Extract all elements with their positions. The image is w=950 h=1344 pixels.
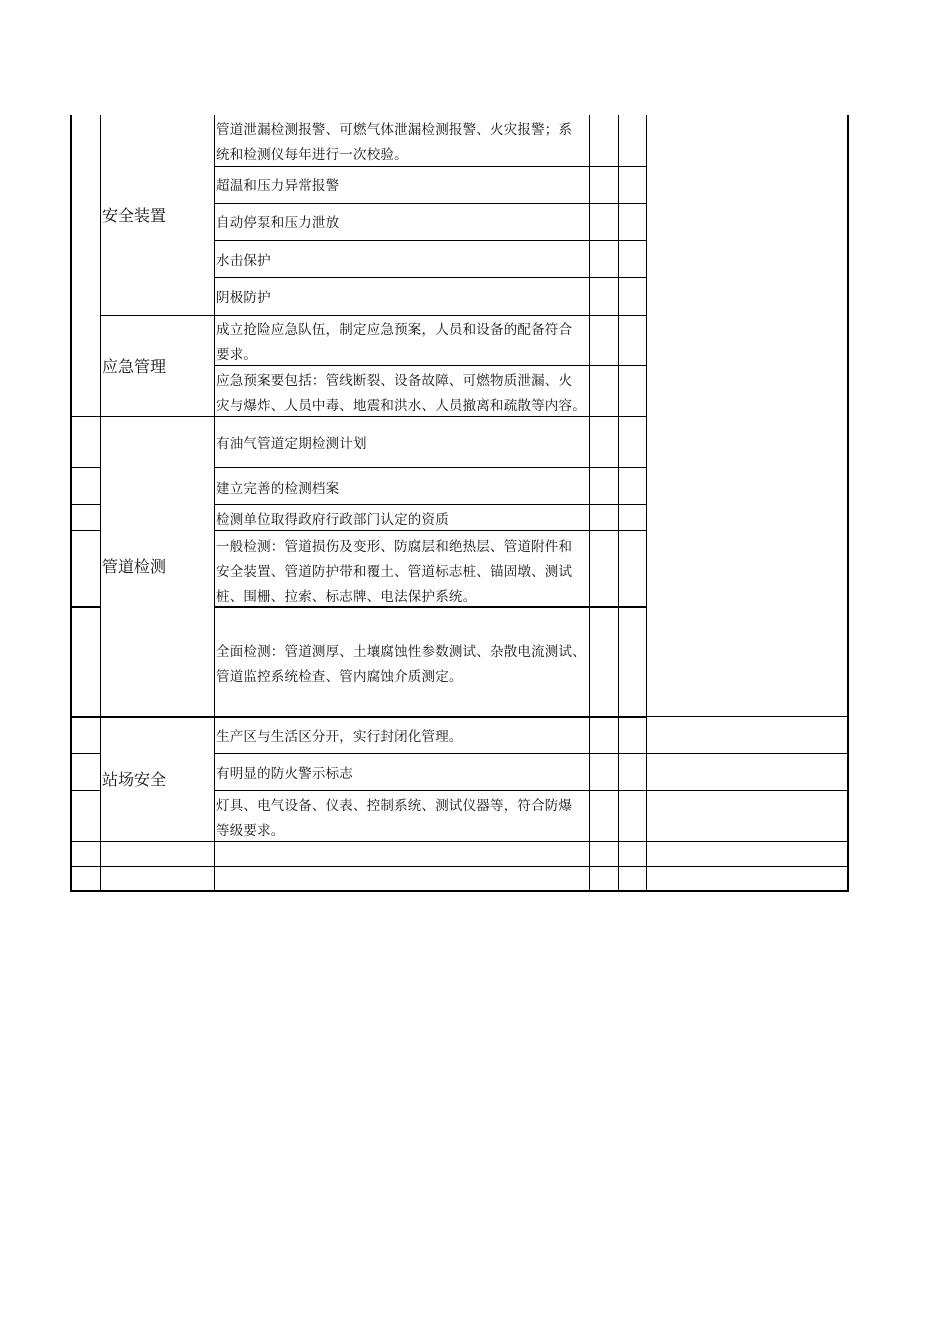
row-line bbox=[214, 277, 646, 278]
item-text: 水击保护 bbox=[216, 253, 271, 269]
item-text: 生产区与生活区分开，实行封闭化管理。 bbox=[216, 729, 463, 745]
item-text: 要求。 bbox=[216, 347, 258, 363]
row-line bbox=[214, 790, 848, 791]
item-text: 自动停泵和压力泄放 bbox=[216, 215, 340, 231]
row-line bbox=[70, 790, 100, 791]
row-line bbox=[214, 203, 646, 204]
item-text: 管道监控系统检查、管内腐蚀介质测定。 bbox=[216, 669, 463, 685]
section-line bbox=[70, 716, 646, 718]
row-line bbox=[70, 753, 100, 754]
row-line bbox=[70, 606, 100, 608]
row-line bbox=[70, 841, 848, 842]
item-text: 灯具、电气设备、仪表、控制系统、测试仪器等，符合防爆 bbox=[216, 798, 573, 814]
item-text: 阴极防护 bbox=[216, 290, 271, 306]
item-text: 统和检测仪每年进行一次校验。 bbox=[216, 147, 408, 163]
item-text: 一般检测：管道损伤及变形、防腐层和绝热层、管道附件和 bbox=[216, 539, 573, 555]
item-text: 检测单位取得政府行政部门认定的资质 bbox=[216, 512, 449, 528]
item-text: 有油气管道定期检测计划 bbox=[216, 436, 367, 452]
row-line bbox=[70, 504, 100, 505]
table-border-right bbox=[847, 115, 849, 892]
category-label: 管道检测 bbox=[102, 557, 167, 576]
item-text: 全面检测：管道测厚、土壤腐蚀性参数测试、杂散电流测试、 bbox=[216, 644, 586, 660]
row-line bbox=[214, 365, 646, 366]
row-line bbox=[70, 530, 100, 531]
row-line bbox=[646, 716, 848, 717]
row-line bbox=[214, 240, 646, 241]
row-line bbox=[70, 467, 100, 468]
section-line bbox=[100, 315, 646, 316]
category-label: 站场安全 bbox=[102, 770, 167, 789]
item-text: 等级要求。 bbox=[216, 823, 285, 839]
item-text: 安全装置、管道防护带和覆土、管道标志桩、锚固墩、测试 bbox=[216, 564, 573, 580]
table-border-bottom bbox=[70, 890, 849, 892]
row-line bbox=[214, 753, 848, 754]
col-divider-1 bbox=[100, 115, 101, 892]
item-text: 建立完善的检测档案 bbox=[216, 481, 340, 497]
row-line bbox=[70, 866, 848, 867]
item-text: 桩、围栅、拉索、标志牌、电法保护系统。 bbox=[216, 589, 477, 605]
col-divider-5 bbox=[646, 115, 647, 892]
item-text: 成立抢险应急队伍，制定应急预案，人员和设备的配备符合 bbox=[216, 322, 573, 338]
item-text: 灾与爆炸、人员中毒、地震和洪水、人员撤离和疏散等内容。 bbox=[216, 398, 586, 414]
item-text: 有明显的防火警示标志 bbox=[216, 766, 353, 782]
row-line bbox=[214, 467, 646, 468]
category-label: 应急管理 bbox=[102, 357, 167, 376]
category-label: 安全装置 bbox=[102, 206, 167, 225]
item-text: 超温和压力异常报警 bbox=[216, 178, 340, 194]
item-text: 应急预案要包括：管线断裂、设备故障、可燃物质泄漏、火 bbox=[216, 373, 573, 389]
item-text: 管道泄漏检测报警、可燃气体泄漏检测报警、火灾报警；系 bbox=[216, 122, 573, 138]
row-line bbox=[214, 504, 646, 505]
